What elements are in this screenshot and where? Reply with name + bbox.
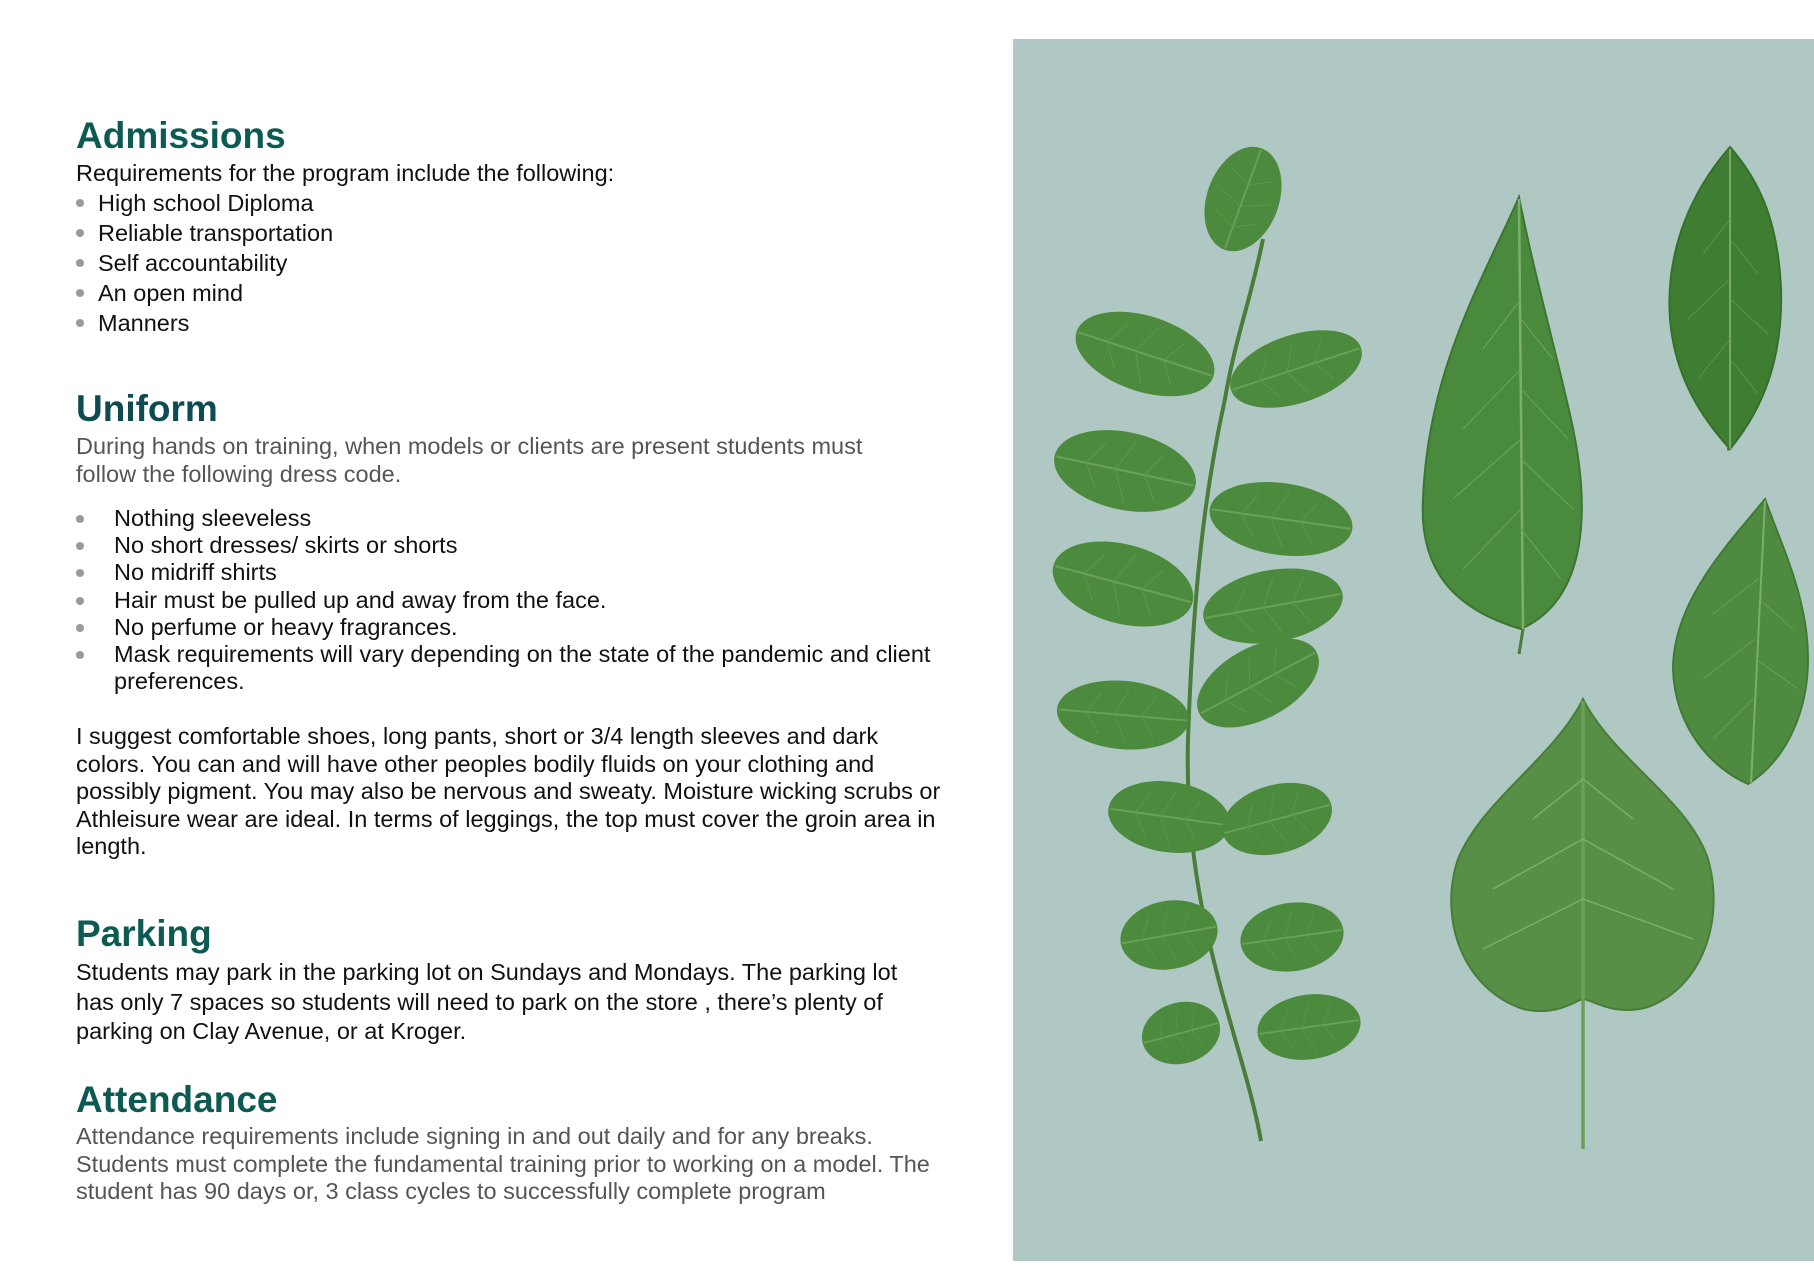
bullet-icon bbox=[76, 542, 84, 550]
bullet-icon bbox=[76, 651, 84, 659]
list-item: Manners bbox=[76, 308, 333, 338]
bullet-icon bbox=[76, 624, 84, 632]
admissions-list bbox=[76, 188, 333, 338]
list-item: An open mind bbox=[76, 278, 333, 308]
list-item: No short dresses/ skirts or shorts bbox=[76, 532, 956, 559]
bullet-icon bbox=[76, 319, 84, 327]
serrated-leaf-icon bbox=[1423, 197, 1582, 654]
admissions-intro: Requirements for the program include the following: bbox=[76, 160, 615, 186]
bullet-icon bbox=[76, 259, 84, 267]
list-item: Self accountability bbox=[76, 248, 333, 278]
bullet-icon bbox=[76, 597, 84, 605]
bullet-icon bbox=[76, 199, 84, 207]
list-item: Nothing sleeveless bbox=[76, 505, 956, 532]
leaves-image-panel bbox=[1013, 39, 1814, 1261]
uniform-intro: During hands on training, when models or clients are present students must follow the following dress code. bbox=[76, 433, 863, 487]
oval-leaf-icon bbox=[1669, 147, 1781, 449]
heart-leaf-icon bbox=[1451, 699, 1713, 1149]
leaves-illustration bbox=[1013, 39, 1814, 1261]
small-leaf-icon bbox=[1673, 499, 1808, 784]
bullet-icon bbox=[76, 515, 84, 523]
uniform-heading: Uniform bbox=[76, 388, 218, 429]
compound-leaf-icon bbox=[1043, 136, 1371, 1141]
parking-heading: Parking bbox=[76, 913, 212, 954]
list-item: No perfume or heavy fragrances. bbox=[76, 614, 956, 641]
bullet-icon bbox=[76, 289, 84, 297]
uniform-suggestion: I suggest comfortable shoes, long pants, short or 3/4 length sleeves and dark colors. You can and will have other peoples bodily fluids on your clothing and possibly pigment. You may also be nervous and sweaty. Moisture wicking scrubs or Athleisure wear are ideal. In terms of leggings, the top must cover the groin area in length. bbox=[76, 723, 941, 859]
list-item: Mask requirements will vary depending on the state of the pandemic and client preferences. bbox=[76, 641, 944, 695]
list-item: Hair must be pulled up and away from the face. bbox=[76, 587, 956, 614]
admissions-heading: Admissions bbox=[76, 115, 286, 156]
list-item: High school Diploma bbox=[76, 188, 333, 218]
parking-text: Students may park in the parking lot on Sundays and Mondays. The parking lot has only 7 spaces so students will need to park on the store , there’s plenty of parking on Clay Avenue, or at Kroger. bbox=[76, 959, 898, 1044]
attendance-text: Attendance requirements include signing in and out daily and for any breaks. Students must complete the fundamental training prior to working on a model. The student has 90 days or, 3 class cycles to successfully complete program bbox=[76, 1123, 930, 1204]
list-item: Reliable transportation bbox=[76, 218, 333, 248]
list-item: No midriff shirts bbox=[76, 559, 956, 586]
bullet-icon bbox=[76, 569, 84, 577]
bullet-icon bbox=[76, 229, 84, 237]
uniform-list bbox=[76, 505, 956, 695]
attendance-heading: Attendance bbox=[76, 1079, 278, 1120]
